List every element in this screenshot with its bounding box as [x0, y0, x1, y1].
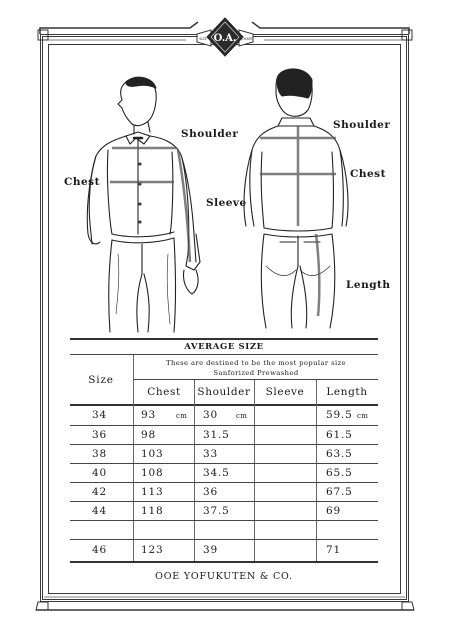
size-cell: 46 — [92, 544, 107, 556]
oa-emblem — [193, 16, 257, 58]
size-column-header: Size — [88, 374, 114, 386]
chest-cell: 123 — [141, 544, 164, 556]
table-note-line1: These are destined to be the most popular size — [166, 359, 346, 367]
unit-label: cm — [357, 412, 369, 420]
chest-cell: 108 — [141, 467, 164, 479]
length-cell: 71 — [326, 544, 341, 556]
length-column-header: Length — [326, 386, 368, 398]
row-divider — [70, 444, 378, 445]
front-chest-label: Chest — [64, 176, 100, 188]
shoulder-cell: 36 — [203, 486, 218, 498]
column-divider — [254, 380, 255, 561]
table-top-rule — [70, 338, 378, 340]
unit-label: cm — [176, 412, 188, 420]
emblem-ribbon-left: SIZE — [199, 37, 207, 41]
chest-cell: 93 — [141, 409, 156, 421]
length-cell: 61.5 — [326, 429, 353, 441]
chest-cell: 98 — [141, 429, 156, 441]
size-cell: 44 — [92, 505, 107, 517]
shoulder-column-header: Shoulder — [197, 386, 251, 398]
column-divider — [133, 355, 134, 561]
row-divider — [70, 482, 378, 483]
shoulder-cell: 39 — [203, 544, 218, 556]
column-divider — [316, 380, 317, 561]
length-cell: 63.5 — [326, 448, 353, 460]
row-divider — [70, 463, 378, 464]
note-rule — [134, 379, 378, 380]
size-cell: 36 — [92, 429, 107, 441]
table-bottom-rule — [70, 561, 378, 563]
size-cell: 40 — [92, 467, 107, 479]
front-sleeve-label: Sleeve — [206, 197, 247, 209]
length-cell: 59.5 — [326, 409, 353, 421]
back-figure-illustration — [238, 66, 358, 334]
length-cell: 65.5 — [326, 467, 353, 479]
emblem-monogram: O.A. — [213, 33, 237, 44]
back-shoulder-label: Shoulder — [333, 119, 391, 131]
length-cell: 67.5 — [326, 486, 353, 498]
size-cell: 38 — [92, 448, 107, 460]
row-divider — [70, 520, 378, 521]
length-cell: 69 — [326, 505, 341, 517]
row-divider — [70, 425, 378, 426]
emblem-ribbon-right: CHART — [241, 37, 253, 41]
sleeve-column-header: Sleeve — [265, 386, 305, 398]
shoulder-cell: 33 — [203, 448, 218, 460]
back-length-label: Length — [346, 279, 391, 291]
shoulder-cell: 31.5 — [203, 429, 230, 441]
row-divider — [70, 501, 378, 502]
back-chest-label: Chest — [350, 168, 386, 180]
table-title: AVERAGE SIZE — [184, 342, 264, 352]
header-bottom-rule — [70, 404, 378, 406]
shoulder-cell: 30 — [203, 409, 218, 421]
unit-label: cm — [236, 412, 248, 420]
column-divider — [194, 380, 195, 561]
size-cell: 34 — [92, 409, 107, 421]
size-cell: 42 — [92, 486, 107, 498]
chest-column-header: Chest — [147, 386, 181, 398]
company-name: OOE YOFUKUTEN & CO. — [155, 571, 293, 582]
chest-cell: 113 — [141, 486, 164, 498]
chest-cell: 118 — [141, 505, 164, 517]
chest-cell: 103 — [141, 448, 164, 460]
shoulder-cell: 34.5 — [203, 467, 230, 479]
front-shoulder-label: Shoulder — [181, 128, 239, 140]
table-note-line2: Sanforized Prewashed — [213, 369, 299, 377]
shoulder-cell: 37.5 — [203, 505, 230, 517]
row-divider — [70, 539, 378, 540]
